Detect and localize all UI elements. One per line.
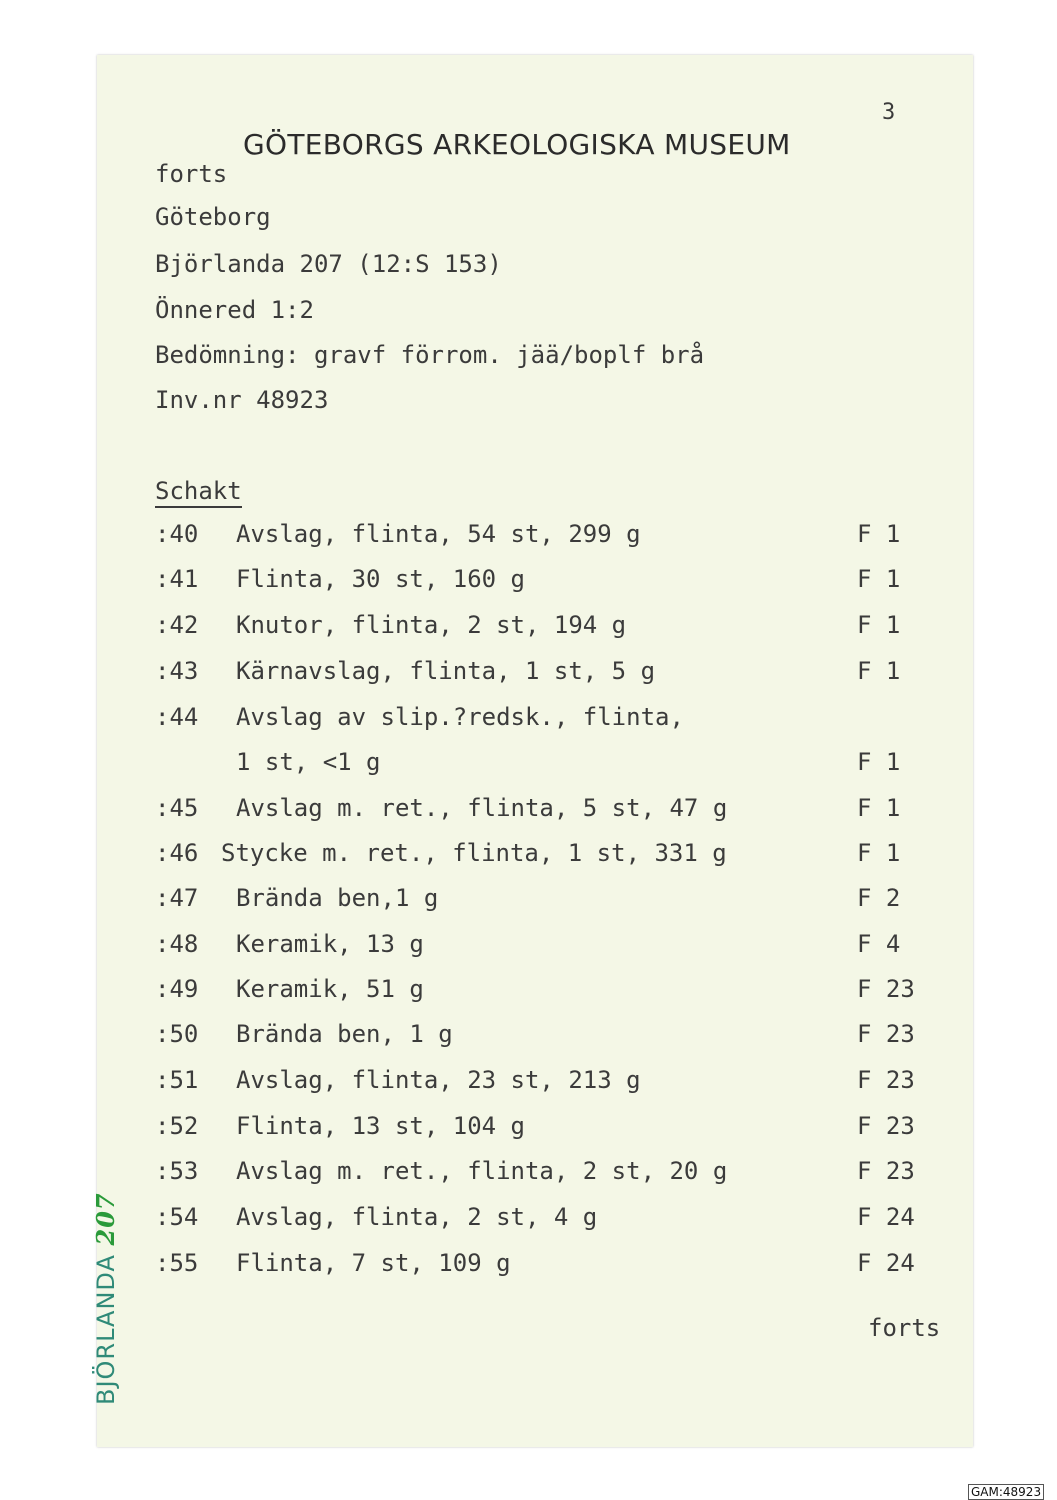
table-row <box>0 520 1057 560</box>
row-location: F 24 <box>857 1203 915 1231</box>
table-row <box>0 1203 1057 1243</box>
header-line-site: Björlanda 207 (12:S 153) <box>155 250 502 278</box>
row-description: Brända ben,1 g <box>236 884 439 912</box>
row-location: F 23 <box>857 1066 915 1094</box>
row-location: F 4 <box>857 930 901 958</box>
row-description: Avslag, flinta, 2 st, 4 g <box>236 1203 598 1231</box>
row-description: Flinta, 30 st, 160 g <box>236 565 525 593</box>
row-description: Keramik, 51 g <box>236 975 424 1003</box>
row-number: :50 <box>155 1020 199 1048</box>
row-description: Knutor, flinta, 2 st, 194 g <box>236 611 627 639</box>
row-number: :53 <box>155 1157 199 1185</box>
row-number: :43 <box>155 657 199 685</box>
row-location: F 1 <box>857 565 901 593</box>
row-description: Avslag, flinta, 23 st, 213 g <box>236 1066 641 1094</box>
row-number: :41 <box>155 565 199 593</box>
row-description: Stycke m. ret., flinta, 1 st, 331 g <box>221 839 727 867</box>
row-location: F 23 <box>857 975 915 1003</box>
section-title: Schakt <box>155 476 242 508</box>
site-stamp <box>91 1192 120 1405</box>
header-line-forts: forts <box>155 160 228 188</box>
table-row <box>0 1249 1057 1289</box>
row-description: Avslag av slip.?redsk., flinta, <box>236 703 684 731</box>
table-row <box>0 839 1057 879</box>
stamp-text: BJÖRLANDA <box>92 1254 120 1405</box>
row-number: :44 <box>155 703 199 731</box>
continued-label: forts <box>868 1314 941 1342</box>
row-location: F 24 <box>857 1249 915 1277</box>
row-description: Kärnavslag, flinta, 1 st, 5 g <box>236 657 656 685</box>
row-location: F 1 <box>857 748 901 776</box>
table-row <box>0 794 1057 834</box>
table-row <box>0 884 1057 924</box>
table-row <box>0 1112 1057 1152</box>
table-row <box>0 975 1057 1015</box>
header-line-city: Göteborg <box>155 203 271 231</box>
row-location: F 1 <box>857 794 901 822</box>
table-row <box>0 1157 1057 1197</box>
row-location: F 1 <box>857 839 901 867</box>
row-number: :55 <box>155 1249 199 1277</box>
table-row <box>0 565 1057 605</box>
row-location: F 23 <box>857 1112 915 1140</box>
row-location: F 23 <box>857 1020 915 1048</box>
row-description: Brända ben, 1 g <box>236 1020 453 1048</box>
row-number: :48 <box>155 930 199 958</box>
table-row <box>0 930 1057 970</box>
table-row <box>0 1020 1057 1060</box>
row-number: :52 <box>155 1112 199 1140</box>
row-description: Avslag m. ret., flinta, 5 st, 47 g <box>236 794 728 822</box>
row-number: :40 <box>155 520 199 548</box>
row-location: F 23 <box>857 1157 915 1185</box>
scan-label: GAM:48923 <box>968 1484 1044 1500</box>
row-number: :46 <box>155 839 199 867</box>
row-number: :51 <box>155 1066 199 1094</box>
header-line-property: Önnered 1:2 <box>155 296 314 324</box>
row-number: :47 <box>155 884 199 912</box>
row-location: F 2 <box>857 884 901 912</box>
row-number: :45 <box>155 794 199 822</box>
table-row <box>0 703 1057 743</box>
row-description: Flinta, 13 st, 104 g <box>236 1112 525 1140</box>
row-description: Avslag m. ret., flinta, 2 st, 20 g <box>236 1157 728 1185</box>
row-location: F 1 <box>857 520 901 548</box>
page-number: 3 <box>882 100 896 125</box>
table-row <box>0 611 1057 651</box>
header-line-inventory: Inv.nr 48923 <box>155 386 329 414</box>
row-description: Keramik, 13 g <box>236 930 424 958</box>
row-number: :54 <box>155 1203 199 1231</box>
row-description: Flinta, 7 st, 109 g <box>236 1249 511 1277</box>
row-location: F 1 <box>857 611 901 639</box>
header-line-assessment: Bedömning: gravf förrom. jää/boplf brå <box>155 341 705 369</box>
museum-heading: GÖTEBORGS ARKEOLOGISKA MUSEUM <box>243 128 791 161</box>
row-location: F 1 <box>857 657 901 685</box>
row-number: :49 <box>155 975 199 1003</box>
table-row <box>0 1066 1057 1106</box>
table-row <box>0 657 1057 697</box>
row-description: 1 st, <1 g <box>236 748 381 776</box>
row-number: :42 <box>155 611 199 639</box>
table-row <box>0 748 1057 788</box>
row-description: Avslag, flinta, 54 st, 299 g <box>236 520 641 548</box>
stamp-handwritten-number: 207 <box>91 1192 120 1246</box>
